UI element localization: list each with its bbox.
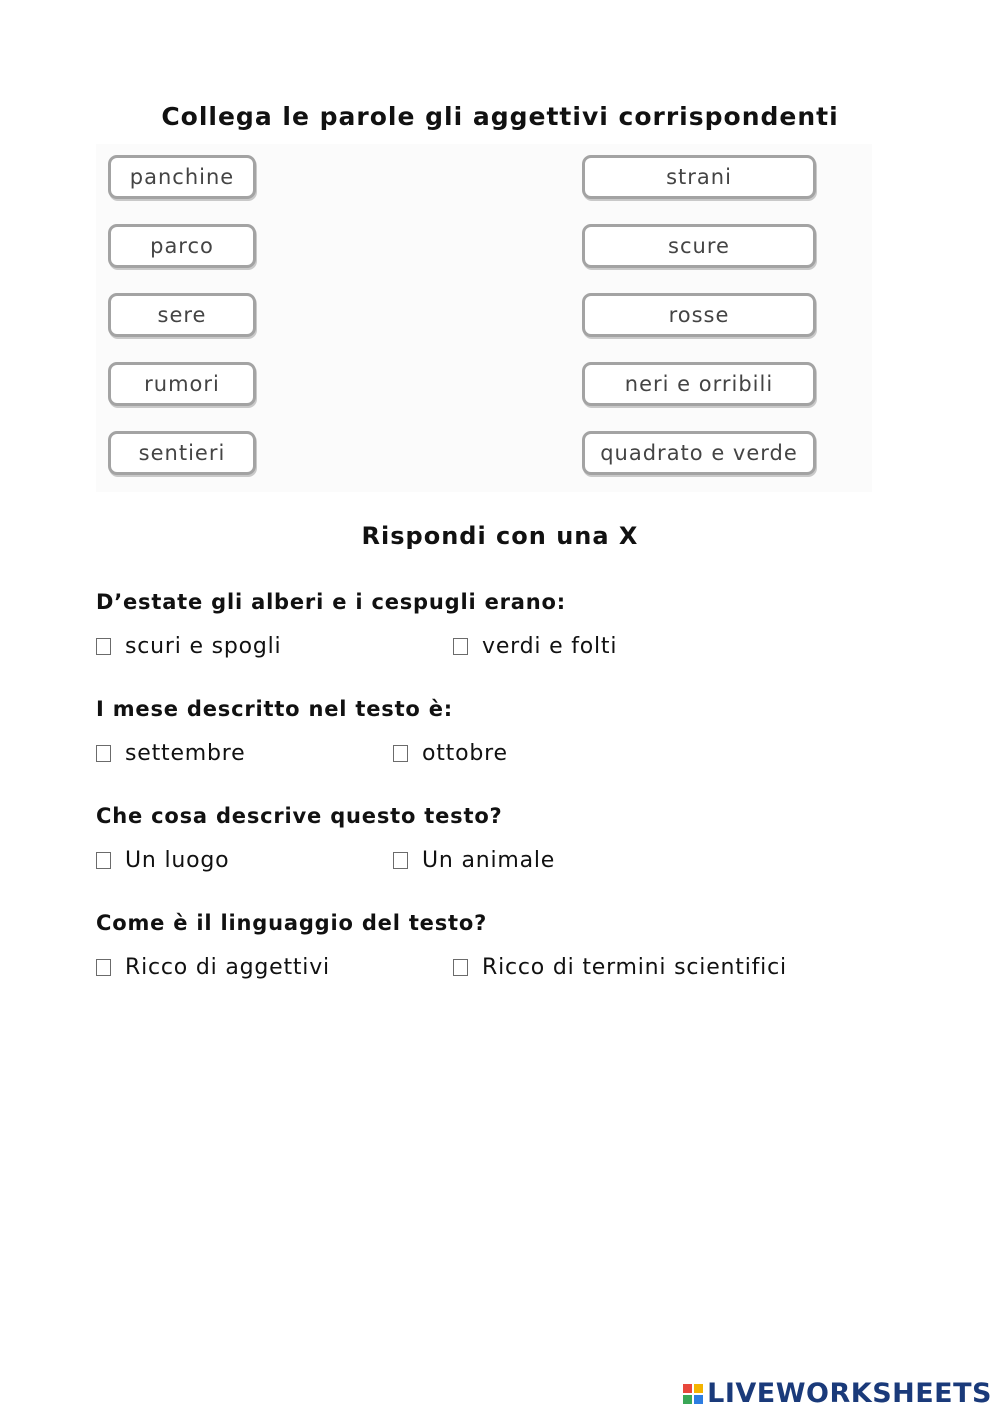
match-right-item[interactable]: strani bbox=[582, 155, 816, 199]
liveworksheets-logo bbox=[683, 1378, 992, 1409]
match-right-item[interactable]: neri e orribili bbox=[582, 362, 816, 406]
option-label: Ricco di aggettivi bbox=[125, 955, 330, 980]
answer-option[interactable] bbox=[393, 741, 508, 766]
answer-option[interactable] bbox=[96, 634, 281, 659]
checkbox[interactable] bbox=[453, 959, 468, 976]
match-right-item[interactable]: rosse bbox=[582, 293, 816, 337]
answer-option[interactable] bbox=[96, 955, 330, 980]
quiz-title: Rispondi con una X bbox=[361, 522, 639, 550]
answer-option[interactable] bbox=[96, 848, 229, 873]
question-text: D’estate gli alberi e i cespugli erano: bbox=[96, 590, 566, 614]
question-text: Che cosa descrive questo testo? bbox=[96, 804, 503, 828]
checkbox[interactable] bbox=[96, 638, 111, 655]
option-label: Un luogo bbox=[125, 848, 230, 873]
match-left-item[interactable]: sentieri bbox=[108, 431, 256, 475]
match-left-item[interactable]: rumori bbox=[108, 362, 256, 406]
match-left-item[interactable]: parco bbox=[108, 224, 256, 268]
option-label: Un animale bbox=[422, 848, 556, 873]
checkbox[interactable] bbox=[96, 959, 111, 976]
answer-option[interactable] bbox=[393, 848, 555, 873]
checkbox[interactable] bbox=[96, 852, 111, 869]
option-label: verdi e folti bbox=[482, 634, 618, 659]
question-text: Come è il linguaggio del testo? bbox=[96, 911, 488, 935]
checkbox[interactable] bbox=[393, 745, 408, 762]
option-label: settembre bbox=[125, 741, 246, 766]
match-left-item[interactable]: panchine bbox=[108, 155, 256, 199]
checkbox[interactable] bbox=[96, 745, 111, 762]
checkbox[interactable] bbox=[453, 638, 468, 655]
option-label: ottobre bbox=[422, 741, 508, 766]
match-right-item[interactable]: quadrato e verde bbox=[582, 431, 816, 475]
checkbox[interactable] bbox=[393, 852, 408, 869]
match-left-item[interactable]: sere bbox=[108, 293, 256, 337]
match-right-item[interactable]: scure bbox=[582, 224, 816, 268]
question-text: I mese descritto nel testo è: bbox=[96, 697, 453, 721]
option-label: scuri e spogli bbox=[125, 634, 282, 659]
logo-mark-icon bbox=[683, 1384, 703, 1404]
answer-option[interactable] bbox=[453, 634, 617, 659]
logo-text: LIVEWORKSHEETS bbox=[707, 1378, 992, 1409]
answer-option[interactable] bbox=[453, 955, 787, 980]
match-title: Collega le parole gli aggettivi corrispondenti bbox=[161, 102, 839, 131]
option-label: Ricco di termini scientifici bbox=[482, 955, 787, 980]
answer-option[interactable] bbox=[96, 741, 245, 766]
